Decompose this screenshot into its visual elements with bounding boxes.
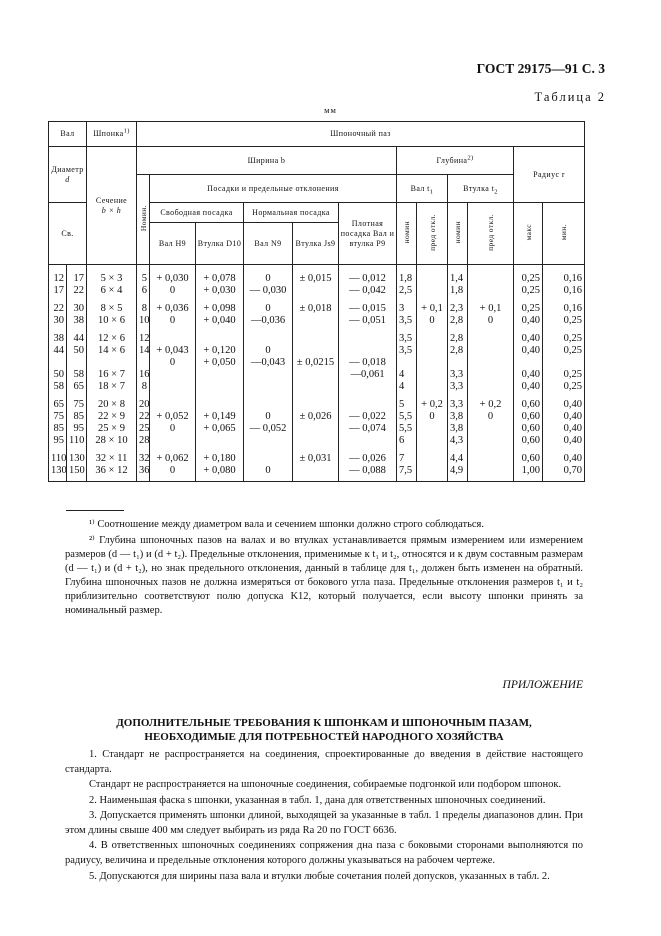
- header-section: Сечение b × h: [87, 147, 137, 265]
- table-cell-h9: + 0,052 0: [150, 397, 196, 451]
- header-from: Св.: [49, 203, 87, 265]
- document-header: ГОСТ 29175—91 С. 3: [476, 61, 605, 76]
- table-row: [49, 397, 585, 451]
- table-cell-sv: 22 30: [49, 301, 67, 331]
- table-cell-nom: 8 10: [137, 301, 150, 331]
- table-cell-sv: 65 75 85 95: [49, 397, 67, 451]
- table-cell-do: 130 150: [67, 451, 87, 482]
- table-cell-t2: 2,3 2,8: [448, 301, 468, 331]
- table-cell-js9: ± 0,018: [293, 301, 339, 331]
- table-cell-sec: 8 × 5 10 × 6: [87, 301, 137, 331]
- footnote-1: ¹⁾ Соотношение между диаметром вала и сечением шпонки должно строго соблюдаться.: [89, 519, 484, 530]
- table-row: [49, 265, 585, 302]
- table-cell-rmin: 0,40 0,70: [543, 451, 585, 482]
- table-cell-t2o: [468, 331, 514, 397]
- appendix-para-1: 1. Стандарт не распространяется на соединения, спроектированные до введения в действие настоящего стандарта.: [65, 749, 583, 776]
- table-cell-h9: + 0,062 0: [150, 451, 196, 482]
- table-cell-t1o: [417, 451, 448, 482]
- header-hub-t2: Втулка $t_2$: [448, 175, 514, 203]
- table-cell-t2: 3,3 3,8 3,8 4,3: [448, 397, 468, 451]
- table-cell-sec: 32 × 11 36 × 12: [87, 451, 137, 482]
- table-cell-t2o: [468, 451, 514, 482]
- header-shaft-n9: Вал N9: [244, 223, 293, 265]
- table-cell-rmax: 0,40 0,40 0,40 0,40: [514, 331, 543, 397]
- header-hub-js9: Втулка Js9: [293, 223, 339, 265]
- table-cell-h9: + 0,043 0: [150, 331, 196, 397]
- appendix-label: ПРИЛОЖЕНИЕ: [502, 679, 583, 691]
- table-cell-sec: 20 × 8 22 × 9 25 × 9 28 × 10: [87, 397, 137, 451]
- table-cell-d10: + 0,098 + 0,040: [196, 301, 244, 331]
- header-t1-nom: номин: [397, 203, 417, 265]
- table-cell-do: 44 50 58 65: [67, 331, 87, 397]
- header-radius-min: мин.: [543, 203, 585, 265]
- table-cell-t2o: + 0,1 0: [468, 301, 514, 331]
- table-cell-rmax: 0,60 1,00: [514, 451, 543, 482]
- table-cell-rmin: 0,40 0,40 0,40 0,40: [543, 397, 585, 451]
- table-cell-t2o: + 0,2 0: [468, 397, 514, 451]
- table-row: [49, 301, 585, 331]
- table-cell-d10: + 0,078 + 0,030: [196, 265, 244, 302]
- appendix-para-2: 2. Наименьшая фаска s шпонки, указанная в табл. 1, дана для ответственных шпоночных соединений.: [89, 794, 546, 806]
- table-cell-d10: + 0,180 + 0,080: [196, 451, 244, 482]
- table-cell-sec: 5 × 3 6 × 4: [87, 265, 137, 302]
- table-cell-t1: 3,5 3,5 4 4: [397, 331, 417, 397]
- table-cell-h9: + 0,030 0: [150, 265, 196, 302]
- header-shaft-h9: Вал H9: [150, 223, 196, 265]
- table-cell-n9: 0 —0,043: [244, 331, 293, 397]
- header-fits: Посадки и предельные отклонения: [150, 175, 397, 203]
- table-cell-t2: 4,4 4,9: [448, 451, 468, 482]
- appendix-para-3: 3. Допускается применять шпонки длиной, выходящей за указанные в табл. 1 пределы диапазонов длин. При этом длины свыше 400 мм следует выбирать из ряда Ra 20 по ГОСТ 6636.: [65, 809, 583, 837]
- table-cell-js9: ± 0,026: [293, 397, 339, 451]
- table-cell-do: 30 38: [67, 301, 87, 331]
- table-cell-js9: ± 0,0215: [293, 331, 339, 397]
- table-cell-rmin: 0,25 0,25 0,25 0,25: [543, 331, 585, 397]
- table-cell-nom: 12 14 16 8: [137, 331, 150, 397]
- table-row: [49, 451, 585, 482]
- header-keyway: Шпоночный паз: [137, 122, 585, 147]
- table-cell-nom: 5 6: [137, 265, 150, 302]
- table-cell-n9: 0 — 0,030: [244, 265, 293, 302]
- appendix-title: ДОПОЛНИТЕЛЬНЫЕ ТРЕБОВАНИЯ К ШПОНКАМ И ШПОНОЧНЫМ ПАЗАМ, НЕОБХОДИМЫЕ ДЛЯ ПОТРЕБНОСТЕЙ НАРОДНОГО ХОЗЯЙСТВА: [116, 717, 532, 743]
- table-cell-t1o: + 0,1 0: [417, 301, 448, 331]
- header-radius-max: макс: [514, 203, 543, 265]
- table-cell-sec: 12 × 6 14 × 6 16 × 7 18 × 7: [87, 331, 137, 397]
- units-label: мм: [324, 105, 337, 115]
- header-t2-nom: номин: [448, 203, 468, 265]
- table-cell-t2o: [468, 265, 514, 302]
- table-cell-h9: + 0,036 0: [150, 301, 196, 331]
- header-shaft-t1: Вал $t_1$: [397, 175, 448, 203]
- header-radius: Радиус r: [514, 147, 585, 203]
- table-cell-js9: ± 0,015: [293, 265, 339, 302]
- table-cell-t1: 5 5,5 5,5 6: [397, 397, 417, 451]
- appendix-para-5: 5. Допускаются для ширины паза вала и втулки любые сочетания полей допусков, указанных в табл. 2.: [89, 870, 550, 882]
- table-cell-n9: 0: [244, 451, 293, 482]
- table-cell-do: 17 22: [67, 265, 87, 302]
- table-caption: Таблица 2: [534, 90, 606, 104]
- table-cell-t2: 2,8 2,8 3,3 3,3: [448, 331, 468, 397]
- table-cell-t1: 1,8 2,5: [397, 265, 417, 302]
- table-cell-d10: + 0,149 + 0,065: [196, 397, 244, 451]
- table-cell-t1: 7 7,5: [397, 451, 417, 482]
- table-cell-p9: — 0,018 —0,061: [339, 331, 397, 397]
- table-cell-p9: — 0,015 — 0,051: [339, 301, 397, 331]
- header-diameter: Диаметр d: [49, 147, 87, 203]
- header-key: Шпонка$^{1)}$: [87, 122, 137, 147]
- header-hub-d10: Втулка D10: [196, 223, 244, 265]
- table-cell-nom: 32 36: [137, 451, 150, 482]
- table-cell-rmax: 0,25 0,40: [514, 301, 543, 331]
- table-cell-rmax: 0,25 0,25: [514, 265, 543, 302]
- table-cell-rmax: 0,60 0,60 0,60 0,60: [514, 397, 543, 451]
- table-cell-t1o: [417, 331, 448, 397]
- header-shaft: Вал: [49, 122, 87, 147]
- table-cell-n9: 0 —0,036: [244, 301, 293, 331]
- table-cell-nom: 20 22 25 28: [137, 397, 150, 451]
- table-cell-rmin: 0,16 0,25: [543, 301, 585, 331]
- table-cell-p9: — 0,012 — 0,042: [339, 265, 397, 302]
- header-free-fit: Свободная посадка: [150, 203, 244, 223]
- table-cell-t2: 1,4 1,8: [448, 265, 468, 302]
- table-row: [49, 331, 585, 397]
- header-t2-lim: пред откл.: [468, 203, 514, 265]
- footnote-rule: [66, 510, 124, 511]
- table-cell-sv: 38 44 50 58: [49, 331, 67, 397]
- table-cell-sv: 110 130: [49, 451, 67, 482]
- table-cell-rmin: 0,16 0,16: [543, 265, 585, 302]
- footnote-2: ²⁾ Глубина шпоночных пазов на валах и во втулках устанавливается прямым измерением или измерением размеров (d — t₁) и (d + t₂). Предельные отклонения, применимые к t₁ и t₂, относятся и к двум составным размерам (d — t₁) и (d + t₂), но знак предельного отклонения, данный в таблице для t₁, должен быть изменен на обратный. Глубина шпоночных пазов не должна измеряться от бокового угла паза. Предельные отклонения размеров t₁ и t₂ приблизительно соответствуют полю допуска K12, который получается, если высоту шпонки принять за номинальный размер.: [65, 535, 583, 616]
- header-tight-fit: Плотная посадка Вал и втулка P9: [339, 203, 397, 265]
- table-cell-n9: 0 — 0,052: [244, 397, 293, 451]
- appendix-body: [65, 747, 583, 884]
- appendix-para-1b: Стандарт не распространяется на шпоночные соединения, собираемые подгонкой или подбором шпонок.: [89, 779, 562, 791]
- table-cell-p9: — 0,022 — 0,074: [339, 397, 397, 451]
- appendix-para-4: 4. В ответственных шпоночных соединениях сопряжения дна паза с боковыми сторонами выполняются по радиусу, величина и предельные отклонения которого должны указываться на рабочем чертеже.: [65, 840, 583, 867]
- header-normal-fit: Нормальная посадка: [244, 203, 339, 223]
- keyway-table: [48, 121, 585, 482]
- table-cell-do: 75 85 95 110: [67, 397, 87, 451]
- table-cell-js9: ± 0,031: [293, 451, 339, 482]
- table-cell-d10: + 0,120 + 0,050: [196, 331, 244, 397]
- header-nominal: Номин.: [137, 175, 150, 265]
- table-cell-t1: 3 3,5: [397, 301, 417, 331]
- table-cell-sv: 12 17: [49, 265, 67, 302]
- header-width: Ширина b: [137, 147, 397, 175]
- footnotes: [65, 510, 583, 620]
- table-cell-t1o: + 0,2 0: [417, 397, 448, 451]
- header-t1-lim: пред откл.: [417, 203, 448, 265]
- table-cell-p9: — 0,026 — 0,088: [339, 451, 397, 482]
- header-depth: Глубина$^{2)}$: [397, 147, 514, 175]
- table-cell-t1o: [417, 265, 448, 302]
